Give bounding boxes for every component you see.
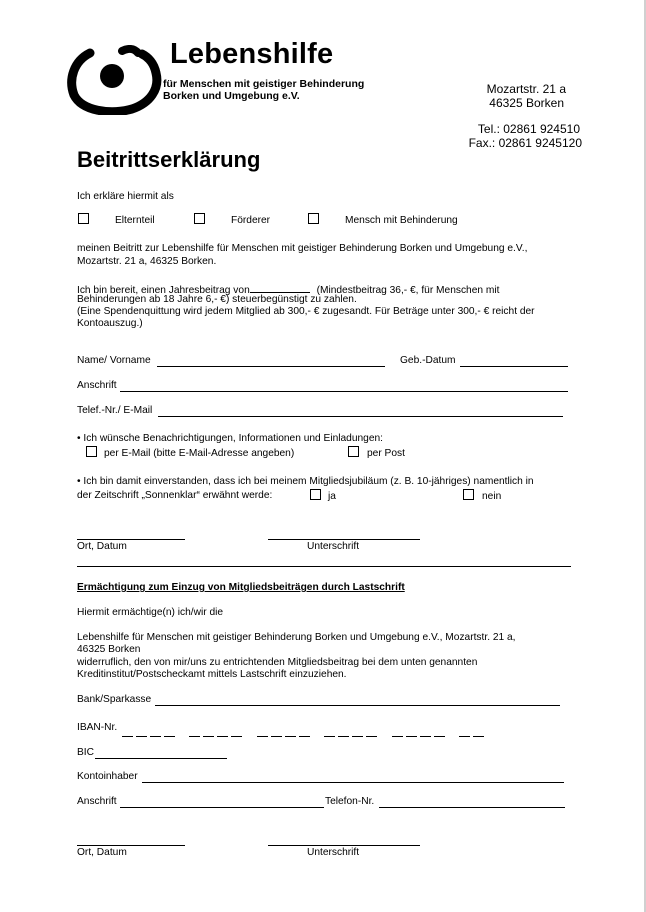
account-holder-input[interactable] [142, 782, 564, 783]
role-person-with-disability-checkbox[interactable] [308, 213, 319, 224]
role-person-with-disability-label: Mensch mit Behinderung [345, 215, 458, 226]
fee-text-a: Ich bin bereit, einen Jahresbeitrag von [77, 285, 250, 296]
mandate-heading: Ermächtigung zum Einzug von Mitgliedsbeiträgen durch Lastschrift [77, 582, 405, 593]
mandate-place-date-input[interactable] [77, 845, 185, 846]
signature-label: Unterschrift [307, 541, 360, 552]
phone-number: Tel.: 02861 924510 [477, 122, 580, 136]
mandate-phone-input[interactable] [379, 807, 565, 808]
iban-label: IBAN-Nr. [77, 722, 118, 733]
intro-text: Ich erkläre hiermit als [77, 191, 174, 202]
iban-input[interactable] [122, 724, 487, 742]
mandate-text-line-3: widerruflich, den von mir/uns zu entrichtenden Mitgliedsbeitrag bei dem unten genannten [77, 657, 478, 668]
mandate-place-date-label: Ort, Datum [77, 847, 127, 858]
role-parent-checkbox[interactable] [78, 213, 89, 224]
place-date-label: Ort, Datum [77, 541, 127, 552]
org-tagline-2: Borken und Umgebung e.V. [163, 90, 300, 102]
mandate-signature-input[interactable] [268, 845, 420, 846]
membership-text-line-1: meinen Beitritt zur Lebenshilfe für Menschen mit geistiger Behinderung Borken und Umgebung e.V., [77, 243, 528, 254]
phone-email-label: Telef.-Nr./ E-Mail [77, 405, 153, 416]
jubilee-text-line-1: • Ich bin damit einverstanden, dass ich bei meinem Mitgliedsjubiläum (z. B. 10-jähriges) namentlich in [77, 476, 534, 487]
fee-text-line-4: Kontoauszug.) [77, 318, 143, 329]
place-date-input[interactable] [77, 539, 185, 540]
notify-post-label: per Post [367, 448, 405, 459]
jubilee-no-label: nein [482, 491, 502, 502]
mandate-address-input[interactable] [120, 807, 324, 808]
org-name: Lebenshilfe [170, 38, 334, 70]
role-parent-label: Elternteil [115, 215, 155, 226]
address-street: Mozartstr. 21 a [486, 82, 566, 96]
org-tagline-1: für Menschen mit geistiger Behinderung [163, 78, 365, 90]
name-label: Name/ Vorname [77, 355, 151, 366]
birthdate-label: Geb.-Datum [400, 355, 456, 366]
fee-text-line-3: (Eine Spendenquittung wird jedem Mitglied ab 300,- € zugesandt. Für Beträge unter 300,- € reicht der [77, 306, 535, 317]
address-input[interactable] [120, 391, 568, 392]
fax-number: Fax.: 02861 9245120 [468, 136, 582, 150]
notification-question: • Ich wünsche Benachrichtigungen, Informationen und Einladungen: [77, 433, 384, 444]
page-title: Beitrittserklärung [77, 147, 261, 172]
jubilee-yes-checkbox[interactable] [310, 489, 321, 500]
name-input[interactable] [157, 366, 385, 367]
bic-label: BIC [77, 747, 94, 758]
bank-label: Bank/Sparkasse [77, 694, 152, 705]
signature-input[interactable] [268, 539, 420, 540]
jubilee-text-line-2: der Zeitschrift „Sonnenklar“ erwähnt werde: [77, 490, 273, 501]
address-label: Anschrift [77, 380, 117, 391]
jubilee-yes-label: ja [328, 491, 336, 502]
notify-email-checkbox[interactable] [86, 446, 97, 457]
fee-text-b: (Mindestbeitrag 36,- €, für Menschen mit [316, 285, 500, 296]
role-supporter-checkbox[interactable] [194, 213, 205, 224]
mandate-text-line-2: 46325 Borken [77, 644, 141, 655]
jubilee-no-checkbox[interactable] [463, 489, 474, 500]
mandate-text-line-1: Lebenshilfe für Menschen mit geistiger Behinderung Borken und Umgebung e.V., Mozartstr. 21 a, [77, 632, 516, 643]
account-holder-label: Kontoinhaber [77, 771, 138, 782]
notify-post-checkbox[interactable] [348, 446, 359, 457]
bank-input[interactable] [155, 705, 560, 706]
address-city: 46325 Borken [489, 96, 564, 110]
mandate-address-label: Anschrift [77, 796, 117, 807]
mandate-phone-label: Telefon-Nr. [325, 796, 375, 807]
bic-input[interactable] [95, 758, 227, 759]
notify-email-label: per E-Mail (bitte E-Mail-Adresse angeben) [104, 448, 295, 459]
mandate-signature-label: Unterschrift [307, 847, 360, 858]
mandate-intro: Hiermit ermächtige(n) ich/wir die [77, 607, 224, 618]
mandate-text-line-4: Kreditinstitut/Postscheckamt mittels Lastschrift einzuziehen. [77, 669, 347, 680]
role-supporter-label: Förderer [231, 215, 271, 226]
annual-fee-input[interactable] [250, 281, 310, 293]
fee-text-line-2: Behinderungen ab 18 Jahre 6,- €) steuerbegünstigt zu zahlen. [77, 294, 357, 305]
membership-text-line-2: Mozartstr. 21 a, 46325 Borken. [77, 256, 217, 267]
section-divider [77, 566, 571, 567]
lebenshilfe-logo-icon [66, 45, 162, 115]
phone-email-input[interactable] [158, 416, 563, 417]
birthdate-input[interactable] [460, 366, 568, 367]
